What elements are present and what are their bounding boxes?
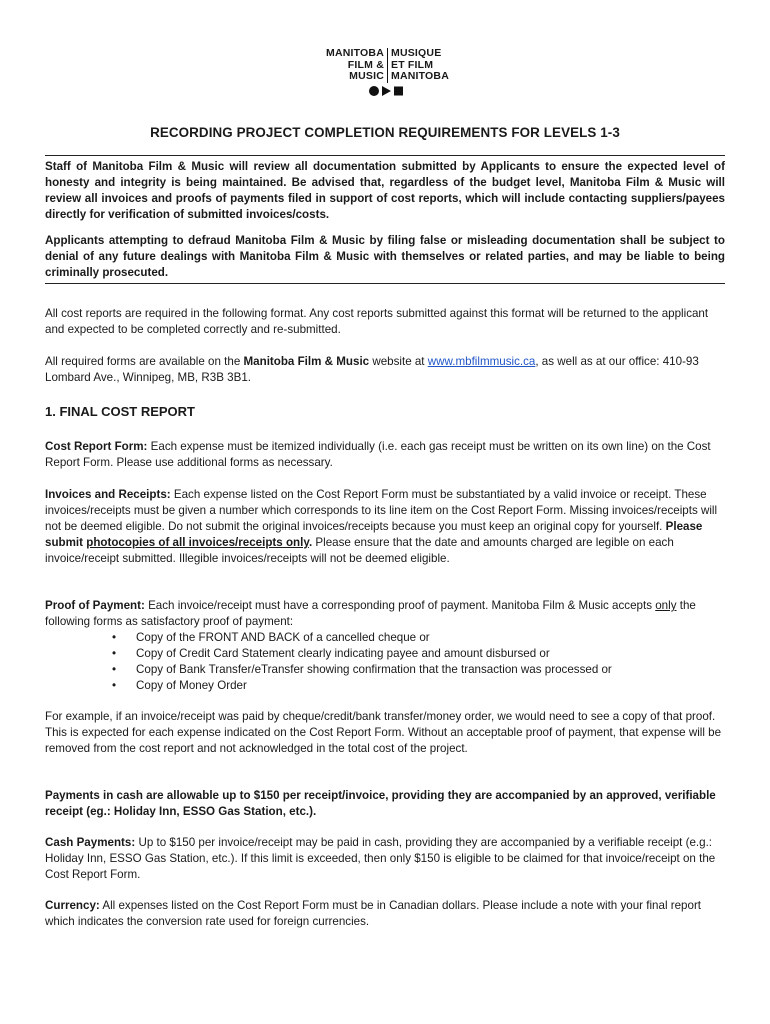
list-item: • Copy of the FRONT AND BACK of a cancelled cheque or: [112, 630, 727, 646]
currency-paragraph: Currency: All expenses listed on the Cost Report Form must be in Canadian dollars. Please include a note with your final report which indicates the conversion rate used for foreign currencies.: [45, 899, 702, 928]
square-icon: [394, 86, 403, 95]
document-title: RECORDING PROJECT COMPLETION REQUIREMENTS FOR LEVELS 1-3: [150, 125, 620, 140]
cash-limit-notice: Payments in cash are allowable up to $150 per receipt/invoice, providing they are accompanied by an approved, verifiable receipt (eg.: Holiday Inn, ESSO Gas Station, etc.).: [45, 789, 716, 818]
integrity-warning-box: [45, 155, 725, 284]
logo-french-text: MUSIQUE ET FILM MANITOBA: [387, 48, 449, 83]
warning-paragraph-1: Staff of Manitoba Film & Music will review all documentation submitted by Applicants to ensure the expected level of honesty and integrity is being maintained. Be advised that, regardless of the budget level, Manitoba Film & Music will review all invoices and proofs of payments filed in support of cost reports, which will include contacting suppliers/payees directly for verification of submitted invoices/costs.: [45, 160, 725, 221]
warning-paragraph-2: Applicants attempting to defraud Manitoba Film & Music by filing false or misleading documentation shall be subject to denial of any future dealings with Manitoba Film & Music with themselves or related parties, and may be liable to being criminally prosecuted.: [45, 234, 725, 279]
intro-paragraph-2: All required forms are available on the Manitoba Film & Music website at www.mbfilmmusic.ca, as well as at our office: 410-93 Lombard Ave., Winnipeg, MB, R3B 3B1.: [45, 355, 699, 384]
intro-paragraph-1: All cost reports are required in the following format. Any cost reports submitted against this format will be returned to the applicant and expected to be completed correctly and re-submitted.: [45, 307, 709, 336]
website-link[interactable]: www.mbfilmmusic.ca: [427, 355, 536, 368]
play-triangle-icon: [382, 86, 391, 96]
list-item: • Copy of Bank Transfer/eTransfer showing confirmation that the transaction was processed or: [112, 662, 727, 678]
logo-english-text: MANITOBA FILM & MUSIC: [326, 47, 384, 82]
section-heading-final-cost-report: 1. FINAL COST REPORT: [45, 404, 195, 419]
cash-payments-paragraph: Cash Payments: Up to $150 per invoice/receipt may be paid in cash, providing they are accompanied by a verifiable receipt (e.g.: Holiday Inn, ESSO Gas Station, etc.). If this limit is exceeded, then only $150 is eligible to be claimed for that invoice/receipt on the Cost Report Form.: [45, 836, 716, 881]
example-paragraph: For example, if an invoice/receipt was paid by cheque/credit/bank transfer/money order, we would need to see a copy of that proof. This is expected for each expense indicated on the Cost Report Form. Without an acceptable proof of payment, that expense will be removed from the cost report and not acknowledged in the total cost of the project.: [45, 710, 722, 755]
cost-report-form-paragraph: Cost Report Form: Each expense must be itemized individually (i.e. each gas receipt must be written on its own line) on the Cost Report Form. Please use additional forms as necessary.: [45, 440, 711, 469]
logo-shapes: [368, 85, 458, 97]
logo-shapes-icon: [368, 85, 406, 97]
circle-icon: [369, 86, 379, 96]
proof-of-payment-list: [45, 630, 727, 694]
list-item: • Copy of Money Order: [112, 678, 727, 694]
proof-of-payment-paragraph: Proof of Payment: Each invoice/receipt must have a corresponding proof of payment. Manitoba Film & Music accepts only the following forms as satisfactory proof of payment: • Copy of the FRONT AND BACK of a cancelled cheque or • Copy of Credit Card Statement clearly indicating payee and amount disbursed or • Copy of Bank Transfer/eTransfer showing confirmation that the transaction was processed or • Copy of Money Order: [45, 598, 727, 694]
invoices-receipts-paragraph: Invoices and Receipts: Each expense listed on the Cost Report Form must be substantiated by a valid invoice or receipt. These invoices/receipts must be given a number which corresponds to its line item on the Cost Report Form. Missing invoices/receipts will not be deemed eligible. Do not submit the original invoices/receipts because you must keep an original copy for yourself. Please submit photocopies of all invoices/receipts only. Please ensure that the date and amounts charged are legible on each invoice/receipt submitted. Illegible invoices/receipts will not be deemed eligible.: [45, 488, 718, 565]
manitoba-film-music-logo: [318, 48, 458, 97]
list-item: • Copy of Credit Card Statement clearly indicating payee and amount disbursed or: [112, 646, 727, 662]
